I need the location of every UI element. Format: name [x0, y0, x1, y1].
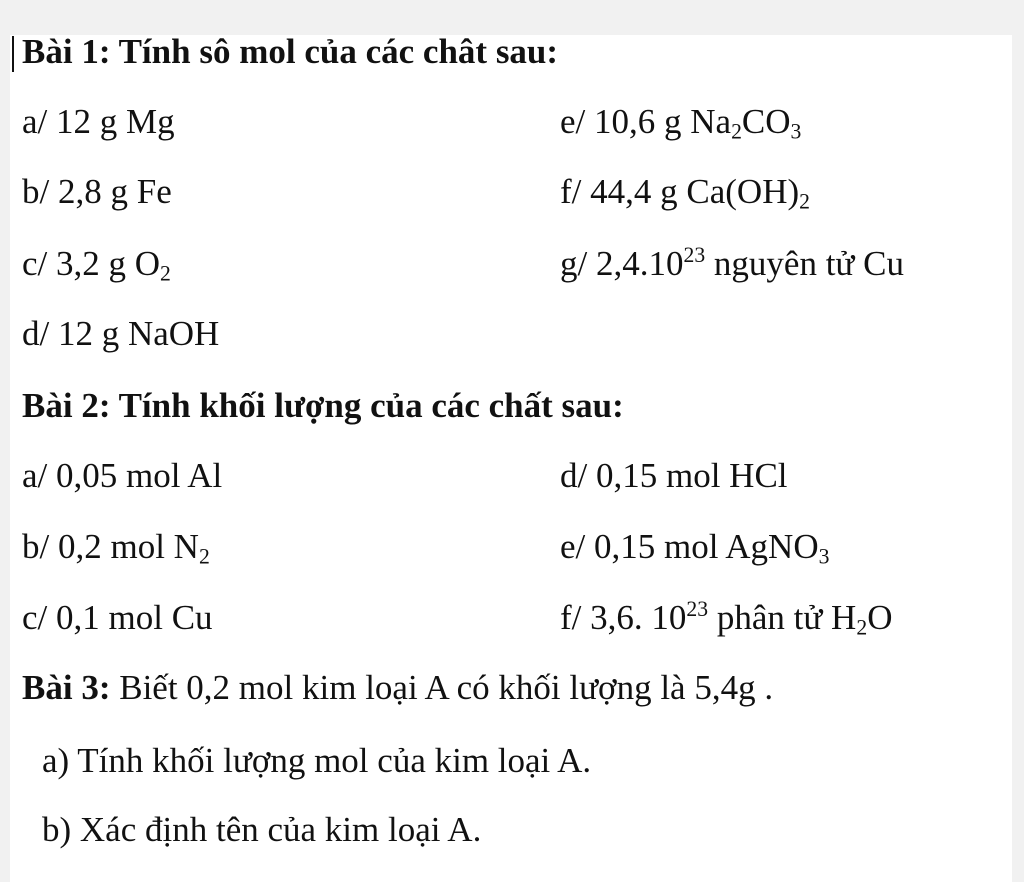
ex2-item-d: d/ 0,15 mol HCl	[560, 456, 788, 495]
ex1-item-e: e/ 10,6 g $Na_2CO_3$	[560, 102, 802, 144]
ex3-part-b: b) Xác định tên của kim loại A.	[42, 810, 482, 849]
ex1-title: Bài 1: Tính sô mol của các chât sau:	[22, 32, 559, 71]
ex2-item-b: b/ 0,2 mol $N_2$	[22, 527, 210, 569]
ex1-item-b: b/ 2,8 g Fe	[22, 172, 172, 211]
ex3-statement: Bài 3: Biết 0,2 mol kim loại A có khối lượng là 5,4g .	[22, 668, 774, 707]
ex1-item-c: c/ 3,2 g $O_2$	[22, 244, 171, 286]
ex1-item-d: d/ 12 g NaOH	[22, 314, 220, 353]
text-cursor	[12, 36, 14, 72]
ex3-part-a: a) Tính khối lượng mol của kim loại A.	[42, 741, 592, 780]
ex1-item-f: f/ 44,4 g $Ca(OH)_2$	[560, 172, 810, 214]
ex1-item-a: a/ 12 g Mg	[22, 102, 175, 141]
ex2-item-e: e/ 0,15 mol AgNO$_3$	[560, 527, 830, 569]
ex2-item-f: f/ 3,6. $10^{23}$ phân tử $H_2O$	[560, 596, 893, 640]
ex2-title: Bài 2: Tính khối lượng của các chất sau:	[22, 386, 624, 425]
ex1-item-g: g/ 2,4.10$^{23}$ nguyên tử Cu	[560, 242, 904, 283]
ex2-item-c: c/ 0,1 mol Cu	[22, 598, 213, 637]
ex2-item-a: a/ 0,05 mol Al	[22, 456, 223, 495]
